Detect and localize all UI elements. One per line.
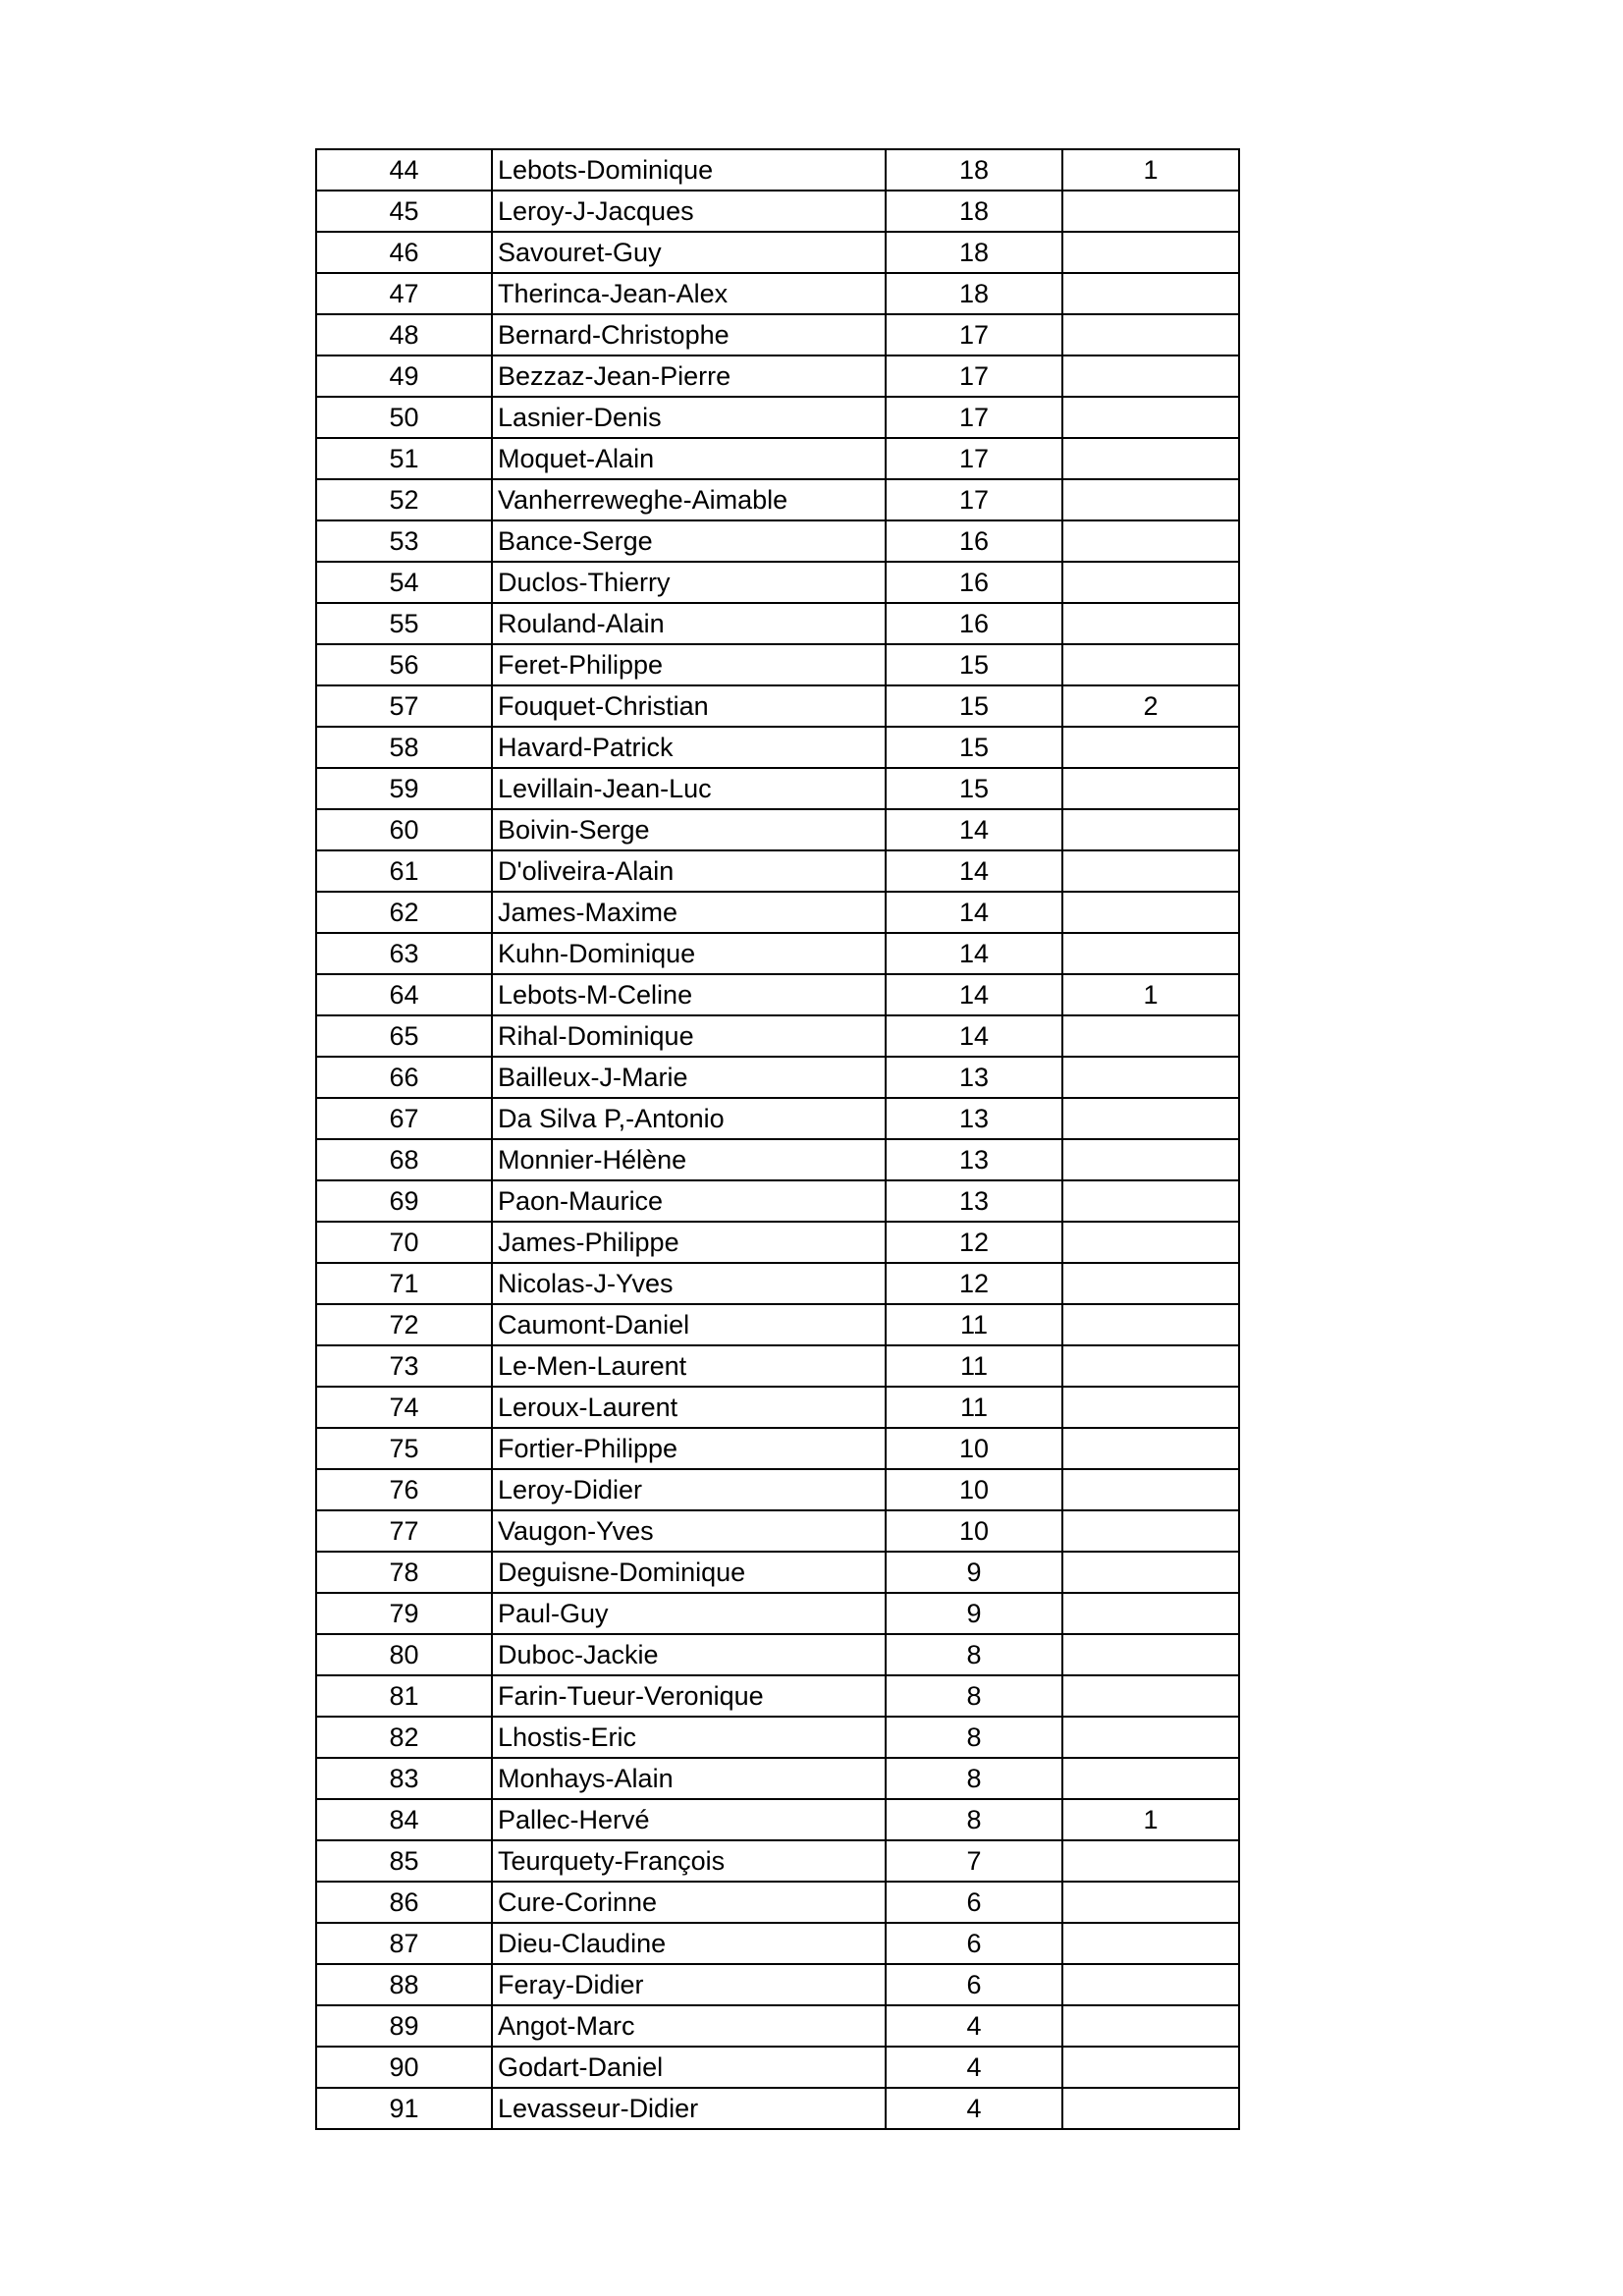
rank-cell: 88 (316, 1964, 492, 2005)
player-name-cell: Boivin-Serge (492, 809, 886, 850)
rank-cell: 75 (316, 1428, 492, 1469)
player-name-cell: Vanherreweghe-Aimable (492, 479, 886, 520)
extra-cell (1062, 2088, 1239, 2129)
table-row (316, 685, 1239, 727)
player-name-cell: Lebots-M-Celine (492, 974, 886, 1015)
rank-cell: 80 (316, 1634, 492, 1675)
points-cell: 10 (886, 1428, 1062, 1469)
extra-cell (1062, 644, 1239, 685)
player-name-cell: Fouquet-Christian (492, 685, 886, 727)
table-row (316, 1510, 1239, 1552)
table-row (316, 809, 1239, 850)
points-cell: 14 (886, 974, 1062, 1015)
ranking-sheet (315, 148, 1240, 2130)
player-name-cell: Caumont-Daniel (492, 1304, 886, 1345)
player-name-cell: Dieu-Claudine (492, 1923, 886, 1964)
rank-cell: 54 (316, 562, 492, 603)
extra-cell (1062, 1717, 1239, 1758)
player-name-cell: Da Silva P,-Antonio (492, 1098, 886, 1139)
table-row (316, 562, 1239, 603)
rank-cell: 44 (316, 149, 492, 191)
points-cell: 18 (886, 149, 1062, 191)
player-name-cell: Cure-Corinne (492, 1882, 886, 1923)
points-cell: 7 (886, 1840, 1062, 1882)
rank-cell: 71 (316, 1263, 492, 1304)
table-row (316, 1840, 1239, 1882)
rank-cell: 55 (316, 603, 492, 644)
rank-cell: 85 (316, 1840, 492, 1882)
extra-cell (1062, 768, 1239, 809)
player-name-cell: Feret-Philippe (492, 644, 886, 685)
table-row (316, 1799, 1239, 1840)
extra-cell: 1 (1062, 974, 1239, 1015)
table-row (316, 1469, 1239, 1510)
points-cell: 6 (886, 1964, 1062, 2005)
player-name-cell: Paon-Maurice (492, 1180, 886, 1222)
table-row (316, 438, 1239, 479)
rank-cell: 66 (316, 1057, 492, 1098)
extra-cell (1062, 603, 1239, 644)
player-name-cell: Bailleux-J-Marie (492, 1057, 886, 1098)
player-name-cell: Moquet-Alain (492, 438, 886, 479)
rank-cell: 65 (316, 1015, 492, 1057)
rank-cell: 45 (316, 191, 492, 232)
rank-cell: 78 (316, 1552, 492, 1593)
player-name-cell: Rihal-Dominique (492, 1015, 886, 1057)
rank-cell: 76 (316, 1469, 492, 1510)
table-row (316, 1387, 1239, 1428)
extra-cell (1062, 1882, 1239, 1923)
points-cell: 15 (886, 685, 1062, 727)
table-row (316, 892, 1239, 933)
rank-cell: 77 (316, 1510, 492, 1552)
table-row (316, 1428, 1239, 1469)
points-cell: 14 (886, 933, 1062, 974)
extra-cell (1062, 1593, 1239, 1634)
extra-cell (1062, 1552, 1239, 1593)
points-cell: 17 (886, 355, 1062, 397)
rank-cell: 60 (316, 809, 492, 850)
player-name-cell: Paul-Guy (492, 1593, 886, 1634)
table-row (316, 149, 1239, 191)
points-cell: 9 (886, 1552, 1062, 1593)
rank-cell: 47 (316, 273, 492, 314)
extra-cell (1062, 438, 1239, 479)
player-name-cell: Nicolas-J-Yves (492, 1263, 886, 1304)
points-cell: 15 (886, 768, 1062, 809)
player-name-cell: Monhays-Alain (492, 1758, 886, 1799)
rank-cell: 51 (316, 438, 492, 479)
rank-cell: 82 (316, 1717, 492, 1758)
table-row (316, 1098, 1239, 1139)
table-row (316, 2088, 1239, 2129)
player-name-cell: James-Philippe (492, 1222, 886, 1263)
player-name-cell: Teurquety-François (492, 1840, 886, 1882)
player-name-cell: Fortier-Philippe (492, 1428, 886, 1469)
rank-cell: 62 (316, 892, 492, 933)
extra-cell (1062, 1510, 1239, 1552)
points-cell: 17 (886, 438, 1062, 479)
points-cell: 4 (886, 2047, 1062, 2088)
player-name-cell: Le-Men-Laurent (492, 1345, 886, 1387)
table-row (316, 520, 1239, 562)
points-cell: 13 (886, 1098, 1062, 1139)
rank-cell: 67 (316, 1098, 492, 1139)
rank-cell: 58 (316, 727, 492, 768)
points-cell: 18 (886, 273, 1062, 314)
player-name-cell: Farin-Tueur-Veronique (492, 1675, 886, 1717)
player-name-cell: Pallec-Hervé (492, 1799, 886, 1840)
points-cell: 13 (886, 1057, 1062, 1098)
rank-cell: 81 (316, 1675, 492, 1717)
extra-cell (1062, 727, 1239, 768)
table-row (316, 1882, 1239, 1923)
player-name-cell: Leroy-J-Jacques (492, 191, 886, 232)
points-cell: 14 (886, 850, 1062, 892)
points-cell: 14 (886, 809, 1062, 850)
extra-cell (1062, 1387, 1239, 1428)
table-row (316, 2047, 1239, 2088)
points-cell: 8 (886, 1799, 1062, 1840)
rank-cell: 89 (316, 2005, 492, 2047)
rank-cell: 83 (316, 1758, 492, 1799)
table-row (316, 768, 1239, 809)
player-name-cell: Kuhn-Dominique (492, 933, 886, 974)
points-cell: 13 (886, 1180, 1062, 1222)
points-cell: 8 (886, 1717, 1062, 1758)
table-row (316, 727, 1239, 768)
rank-cell: 64 (316, 974, 492, 1015)
rank-cell: 46 (316, 232, 492, 273)
rank-cell: 52 (316, 479, 492, 520)
table-row (316, 191, 1239, 232)
ranking-table (315, 148, 1240, 2130)
player-name-cell: Vaugon-Yves (492, 1510, 886, 1552)
points-cell: 12 (886, 1263, 1062, 1304)
table-row (316, 355, 1239, 397)
player-name-cell: Levillain-Jean-Luc (492, 768, 886, 809)
player-name-cell: Feray-Didier (492, 1964, 886, 2005)
extra-cell (1062, 1923, 1239, 1964)
extra-cell (1062, 1139, 1239, 1180)
extra-cell (1062, 1428, 1239, 1469)
player-name-cell: Havard-Patrick (492, 727, 886, 768)
points-cell: 15 (886, 644, 1062, 685)
rank-cell: 69 (316, 1180, 492, 1222)
extra-cell (1062, 850, 1239, 892)
extra-cell: 1 (1062, 149, 1239, 191)
table-row (316, 603, 1239, 644)
extra-cell (1062, 933, 1239, 974)
rank-cell: 50 (316, 397, 492, 438)
rank-cell: 70 (316, 1222, 492, 1263)
rank-cell: 87 (316, 1923, 492, 1964)
player-name-cell: Lhostis-Eric (492, 1717, 886, 1758)
table-row (316, 2005, 1239, 2047)
rank-cell: 49 (316, 355, 492, 397)
table-row (316, 1552, 1239, 1593)
points-cell: 10 (886, 1510, 1062, 1552)
table-row (316, 1345, 1239, 1387)
points-cell: 8 (886, 1758, 1062, 1799)
extra-cell (1062, 191, 1239, 232)
table-row (316, 232, 1239, 273)
extra-cell (1062, 314, 1239, 355)
table-row (316, 1057, 1239, 1098)
player-name-cell: Duboc-Jackie (492, 1634, 886, 1675)
player-name-cell: Therinca-Jean-Alex (492, 273, 886, 314)
table-row (316, 1180, 1239, 1222)
player-name-cell: Rouland-Alain (492, 603, 886, 644)
table-row (316, 1758, 1239, 1799)
extra-cell (1062, 1304, 1239, 1345)
extra-cell (1062, 1222, 1239, 1263)
points-cell: 14 (886, 892, 1062, 933)
extra-cell (1062, 1057, 1239, 1098)
extra-cell (1062, 355, 1239, 397)
rank-cell: 53 (316, 520, 492, 562)
extra-cell (1062, 2005, 1239, 2047)
extra-cell: 1 (1062, 1799, 1239, 1840)
table-row (316, 273, 1239, 314)
table-row (316, 1964, 1239, 2005)
extra-cell (1062, 1758, 1239, 1799)
points-cell: 13 (886, 1139, 1062, 1180)
player-name-cell: Savouret-Guy (492, 232, 886, 273)
rank-cell: 79 (316, 1593, 492, 1634)
table-row (316, 1222, 1239, 1263)
points-cell: 11 (886, 1345, 1062, 1387)
points-cell: 8 (886, 1634, 1062, 1675)
player-name-cell: Bernard-Christophe (492, 314, 886, 355)
rank-cell: 68 (316, 1139, 492, 1180)
table-row (316, 397, 1239, 438)
extra-cell (1062, 397, 1239, 438)
player-name-cell: Levasseur-Didier (492, 2088, 886, 2129)
rank-cell: 57 (316, 685, 492, 727)
table-row (316, 1263, 1239, 1304)
rank-cell: 91 (316, 2088, 492, 2129)
rank-cell: 48 (316, 314, 492, 355)
points-cell: 16 (886, 562, 1062, 603)
rank-cell: 59 (316, 768, 492, 809)
extra-cell (1062, 1469, 1239, 1510)
points-cell: 4 (886, 2088, 1062, 2129)
points-cell: 18 (886, 191, 1062, 232)
rank-cell: 73 (316, 1345, 492, 1387)
points-cell: 16 (886, 603, 1062, 644)
points-cell: 17 (886, 397, 1062, 438)
points-cell: 4 (886, 2005, 1062, 2047)
player-name-cell: Monnier-Hélène (492, 1139, 886, 1180)
points-cell: 8 (886, 1675, 1062, 1717)
table-row (316, 1304, 1239, 1345)
extra-cell (1062, 1675, 1239, 1717)
points-cell: 17 (886, 479, 1062, 520)
points-cell: 11 (886, 1304, 1062, 1345)
extra-cell (1062, 1964, 1239, 2005)
extra-cell (1062, 479, 1239, 520)
table-row (316, 1015, 1239, 1057)
extra-cell (1062, 1015, 1239, 1057)
points-cell: 16 (886, 520, 1062, 562)
extra-cell (1062, 562, 1239, 603)
table-row (316, 1923, 1239, 1964)
player-name-cell: Godart-Daniel (492, 2047, 886, 2088)
table-row (316, 1675, 1239, 1717)
points-cell: 6 (886, 1882, 1062, 1923)
table-row (316, 850, 1239, 892)
player-name-cell: Duclos-Thierry (492, 562, 886, 603)
points-cell: 18 (886, 232, 1062, 273)
rank-cell: 74 (316, 1387, 492, 1428)
player-name-cell: Lasnier-Denis (492, 397, 886, 438)
points-cell: 11 (886, 1387, 1062, 1428)
rank-cell: 63 (316, 933, 492, 974)
table-row (316, 1717, 1239, 1758)
player-name-cell: Leroux-Laurent (492, 1387, 886, 1428)
player-name-cell: Bezzaz-Jean-Pierre (492, 355, 886, 397)
points-cell: 15 (886, 727, 1062, 768)
points-cell: 14 (886, 1015, 1062, 1057)
points-cell: 10 (886, 1469, 1062, 1510)
extra-cell (1062, 1634, 1239, 1675)
table-row (316, 644, 1239, 685)
table-row (316, 1634, 1239, 1675)
extra-cell (1062, 892, 1239, 933)
player-name-cell: Lebots-Dominique (492, 149, 886, 191)
points-cell: 12 (886, 1222, 1062, 1263)
rank-cell: 56 (316, 644, 492, 685)
extra-cell (1062, 1180, 1239, 1222)
extra-cell (1062, 809, 1239, 850)
points-cell: 9 (886, 1593, 1062, 1634)
player-name-cell: D'oliveira-Alain (492, 850, 886, 892)
extra-cell (1062, 1345, 1239, 1387)
extra-cell (1062, 232, 1239, 273)
extra-cell (1062, 273, 1239, 314)
table-row (316, 1139, 1239, 1180)
table-row (316, 1593, 1239, 1634)
rank-cell: 61 (316, 850, 492, 892)
player-name-cell: Leroy-Didier (492, 1469, 886, 1510)
extra-cell (1062, 1263, 1239, 1304)
extra-cell (1062, 1840, 1239, 1882)
extra-cell (1062, 1098, 1239, 1139)
rank-cell: 90 (316, 2047, 492, 2088)
points-cell: 6 (886, 1923, 1062, 1964)
player-name-cell: Bance-Serge (492, 520, 886, 562)
rank-cell: 84 (316, 1799, 492, 1840)
table-row (316, 479, 1239, 520)
rank-cell: 86 (316, 1882, 492, 1923)
extra-cell (1062, 520, 1239, 562)
extra-cell: 2 (1062, 685, 1239, 727)
player-name-cell: Deguisne-Dominique (492, 1552, 886, 1593)
table-row (316, 314, 1239, 355)
ranking-table-body (316, 149, 1239, 2129)
extra-cell (1062, 2047, 1239, 2088)
table-row (316, 933, 1239, 974)
rank-cell: 72 (316, 1304, 492, 1345)
player-name-cell: Angot-Marc (492, 2005, 886, 2047)
points-cell: 17 (886, 314, 1062, 355)
table-row (316, 974, 1239, 1015)
player-name-cell: James-Maxime (492, 892, 886, 933)
